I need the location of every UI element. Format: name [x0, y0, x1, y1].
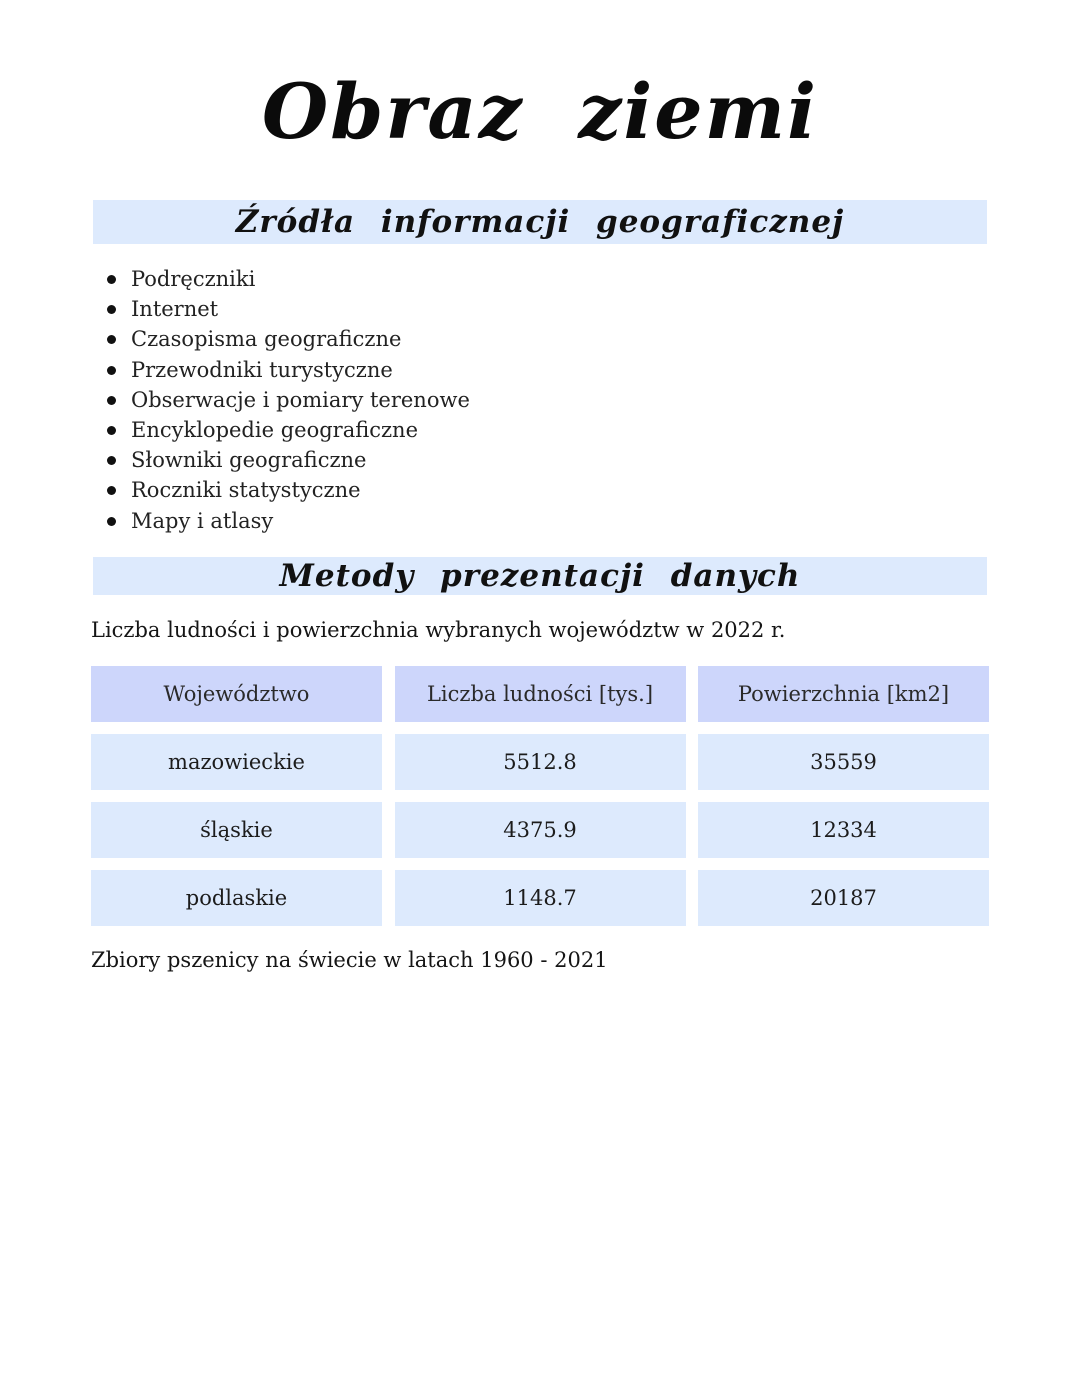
list-item: [104, 445, 470, 475]
list-item: [104, 264, 470, 294]
bullet-icon: [107, 426, 116, 435]
section-heading-sources: Źródła informacji geograficznej: [93, 200, 987, 244]
list-item: [104, 415, 470, 445]
table-header-cell: Województwo: [91, 666, 382, 722]
list-item-label: Słowniki geograficzne: [131, 448, 367, 473]
list-item-label: Czasopisma geograficzne: [131, 327, 402, 352]
list-item-label: Roczniki statystyczne: [131, 478, 361, 503]
table-caption: Liczba ludności i powierzchnia wybranych województw w 2022 r.: [91, 618, 786, 642]
list-item-label: Mapy i atlasy: [131, 508, 274, 533]
list-item: [104, 324, 470, 354]
table-row: [91, 802, 989, 858]
list-item: [104, 385, 470, 415]
page-title: Obraz ziemi: [262, 67, 818, 156]
table-cell: 5512.8: [395, 734, 686, 790]
table-cell: śląskie: [91, 802, 382, 858]
bullet-icon: [107, 456, 116, 465]
table-cell: 1148.7: [395, 870, 686, 926]
list-item-label: Internet: [131, 297, 219, 322]
sources-list: [104, 264, 470, 536]
bullet-icon: [107, 275, 116, 284]
bullet-icon: [107, 396, 116, 405]
table-cell: 12334: [698, 802, 989, 858]
table-cell: mazowieckie: [91, 734, 382, 790]
list-item-label: Podręczniki: [131, 267, 256, 291]
table-row: [91, 734, 989, 790]
bullet-icon: [107, 335, 116, 344]
list-item-label: Encyklopedie geograficzne: [131, 417, 418, 442]
list-item-label: Obserwacje i pomiary terenowe: [131, 387, 470, 412]
bullet-icon: [107, 486, 116, 495]
list-item: [104, 294, 470, 324]
population-area-table: [91, 666, 989, 938]
table-row: [91, 870, 989, 926]
bullet-icon: [107, 517, 116, 526]
list-item: [104, 475, 470, 505]
table-cell: 35559: [698, 734, 989, 790]
section-heading-methods: Metody prezentacji danych: [93, 557, 987, 595]
list-item-label: Przewodniki turystyczne: [131, 357, 393, 382]
bullet-icon: [107, 305, 116, 314]
bullet-icon: [107, 366, 116, 375]
table-cell: podlaskie: [91, 870, 382, 926]
table-header-row: [91, 666, 989, 722]
table-header-cell: Powierzchnia [km2]: [698, 666, 989, 722]
table-header-cell: Liczba ludności [tys.]: [395, 666, 686, 722]
wheat-caption: Zbiory pszenicy na świecie w latach 1960 - 2021: [91, 948, 608, 972]
table-cell: 20187: [698, 870, 989, 926]
table-cell: 4375.9: [395, 802, 686, 858]
list-item: [104, 506, 470, 536]
list-item: [104, 355, 470, 385]
